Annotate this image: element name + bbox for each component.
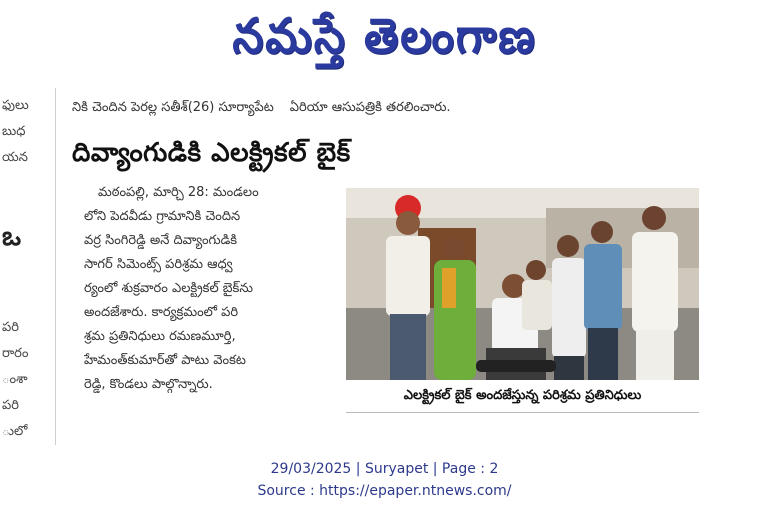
left-fragment: పరి	[2, 320, 19, 335]
page-footer	[0, 458, 769, 502]
article-line: శ్రమ ప్రతినిధులు రమణమూర్తి,	[84, 329, 236, 344]
article-line: సాగర్ సిమెంట్స్ పరిశ్రమ ఆధ్వ	[84, 257, 233, 272]
article-line: ర్యంలో శుక్రవారం ఎలక్ట్రికల్ బైక్‌ను	[84, 281, 253, 296]
left-fragment: ులో	[2, 424, 28, 439]
left-fragment: ఒ	[2, 222, 22, 252]
article-headline: దివ్యాంగుడికి ఎలక్ట్రికల్ బైక్	[72, 138, 351, 168]
left-fragment: ఫులు	[2, 98, 29, 113]
article-line: వర్ర సింగిరెడ్డి అనే దివ్యాంగుడికి	[84, 233, 238, 248]
footer-source: Source : https://epaper.ntnews.com/	[257, 483, 512, 499]
previous-story-right: ఏరియా ఆసుపత్రికి తరలించారు.	[289, 100, 451, 115]
column-divider	[55, 88, 56, 445]
left-fragment: పరి	[2, 398, 19, 413]
article-line: మఠంపల్లి, మార్చి 28: మండలం	[98, 185, 259, 200]
previous-story-left: నికి చెందిన పెరల్ల సతీశ్(26) సూర్యాపేట	[72, 100, 274, 115]
article-line: రెడ్డి, కొండలు పాల్గొన్నారు.	[84, 377, 213, 392]
group-photo	[346, 188, 699, 380]
left-fragment: యన	[2, 150, 28, 165]
left-fragment: బుధ	[2, 124, 26, 139]
article-line: హేమంత్‌కుమార్‌తో పాటు వెంకట	[84, 353, 246, 368]
photo-caption: ఎలక్ట్రికల్ బైక్ అందజేస్తున్న పరిశ్రమ ప్రతినిధులు	[346, 388, 699, 413]
article-body	[84, 181, 336, 397]
article-line: అందజేశారు. కార్యక్రమంలో పరి	[84, 305, 239, 320]
previous-story-line	[72, 100, 451, 118]
left-fragment: రారం	[2, 346, 29, 361]
footer-edition-info: 29/03/2025 | Suryapet | Page : 2	[270, 461, 499, 477]
masthead	[0, 0, 769, 88]
article-line: లోని పెదవీడు గ్రామానికి చెందిన	[84, 209, 241, 224]
left-column-fragments	[0, 88, 40, 445]
newspaper-title: నమస్తే తెలంగాణ	[232, 8, 537, 65]
left-fragment: ంశా	[2, 372, 28, 387]
news-photo	[346, 188, 699, 420]
newspaper-clipping	[0, 88, 769, 445]
